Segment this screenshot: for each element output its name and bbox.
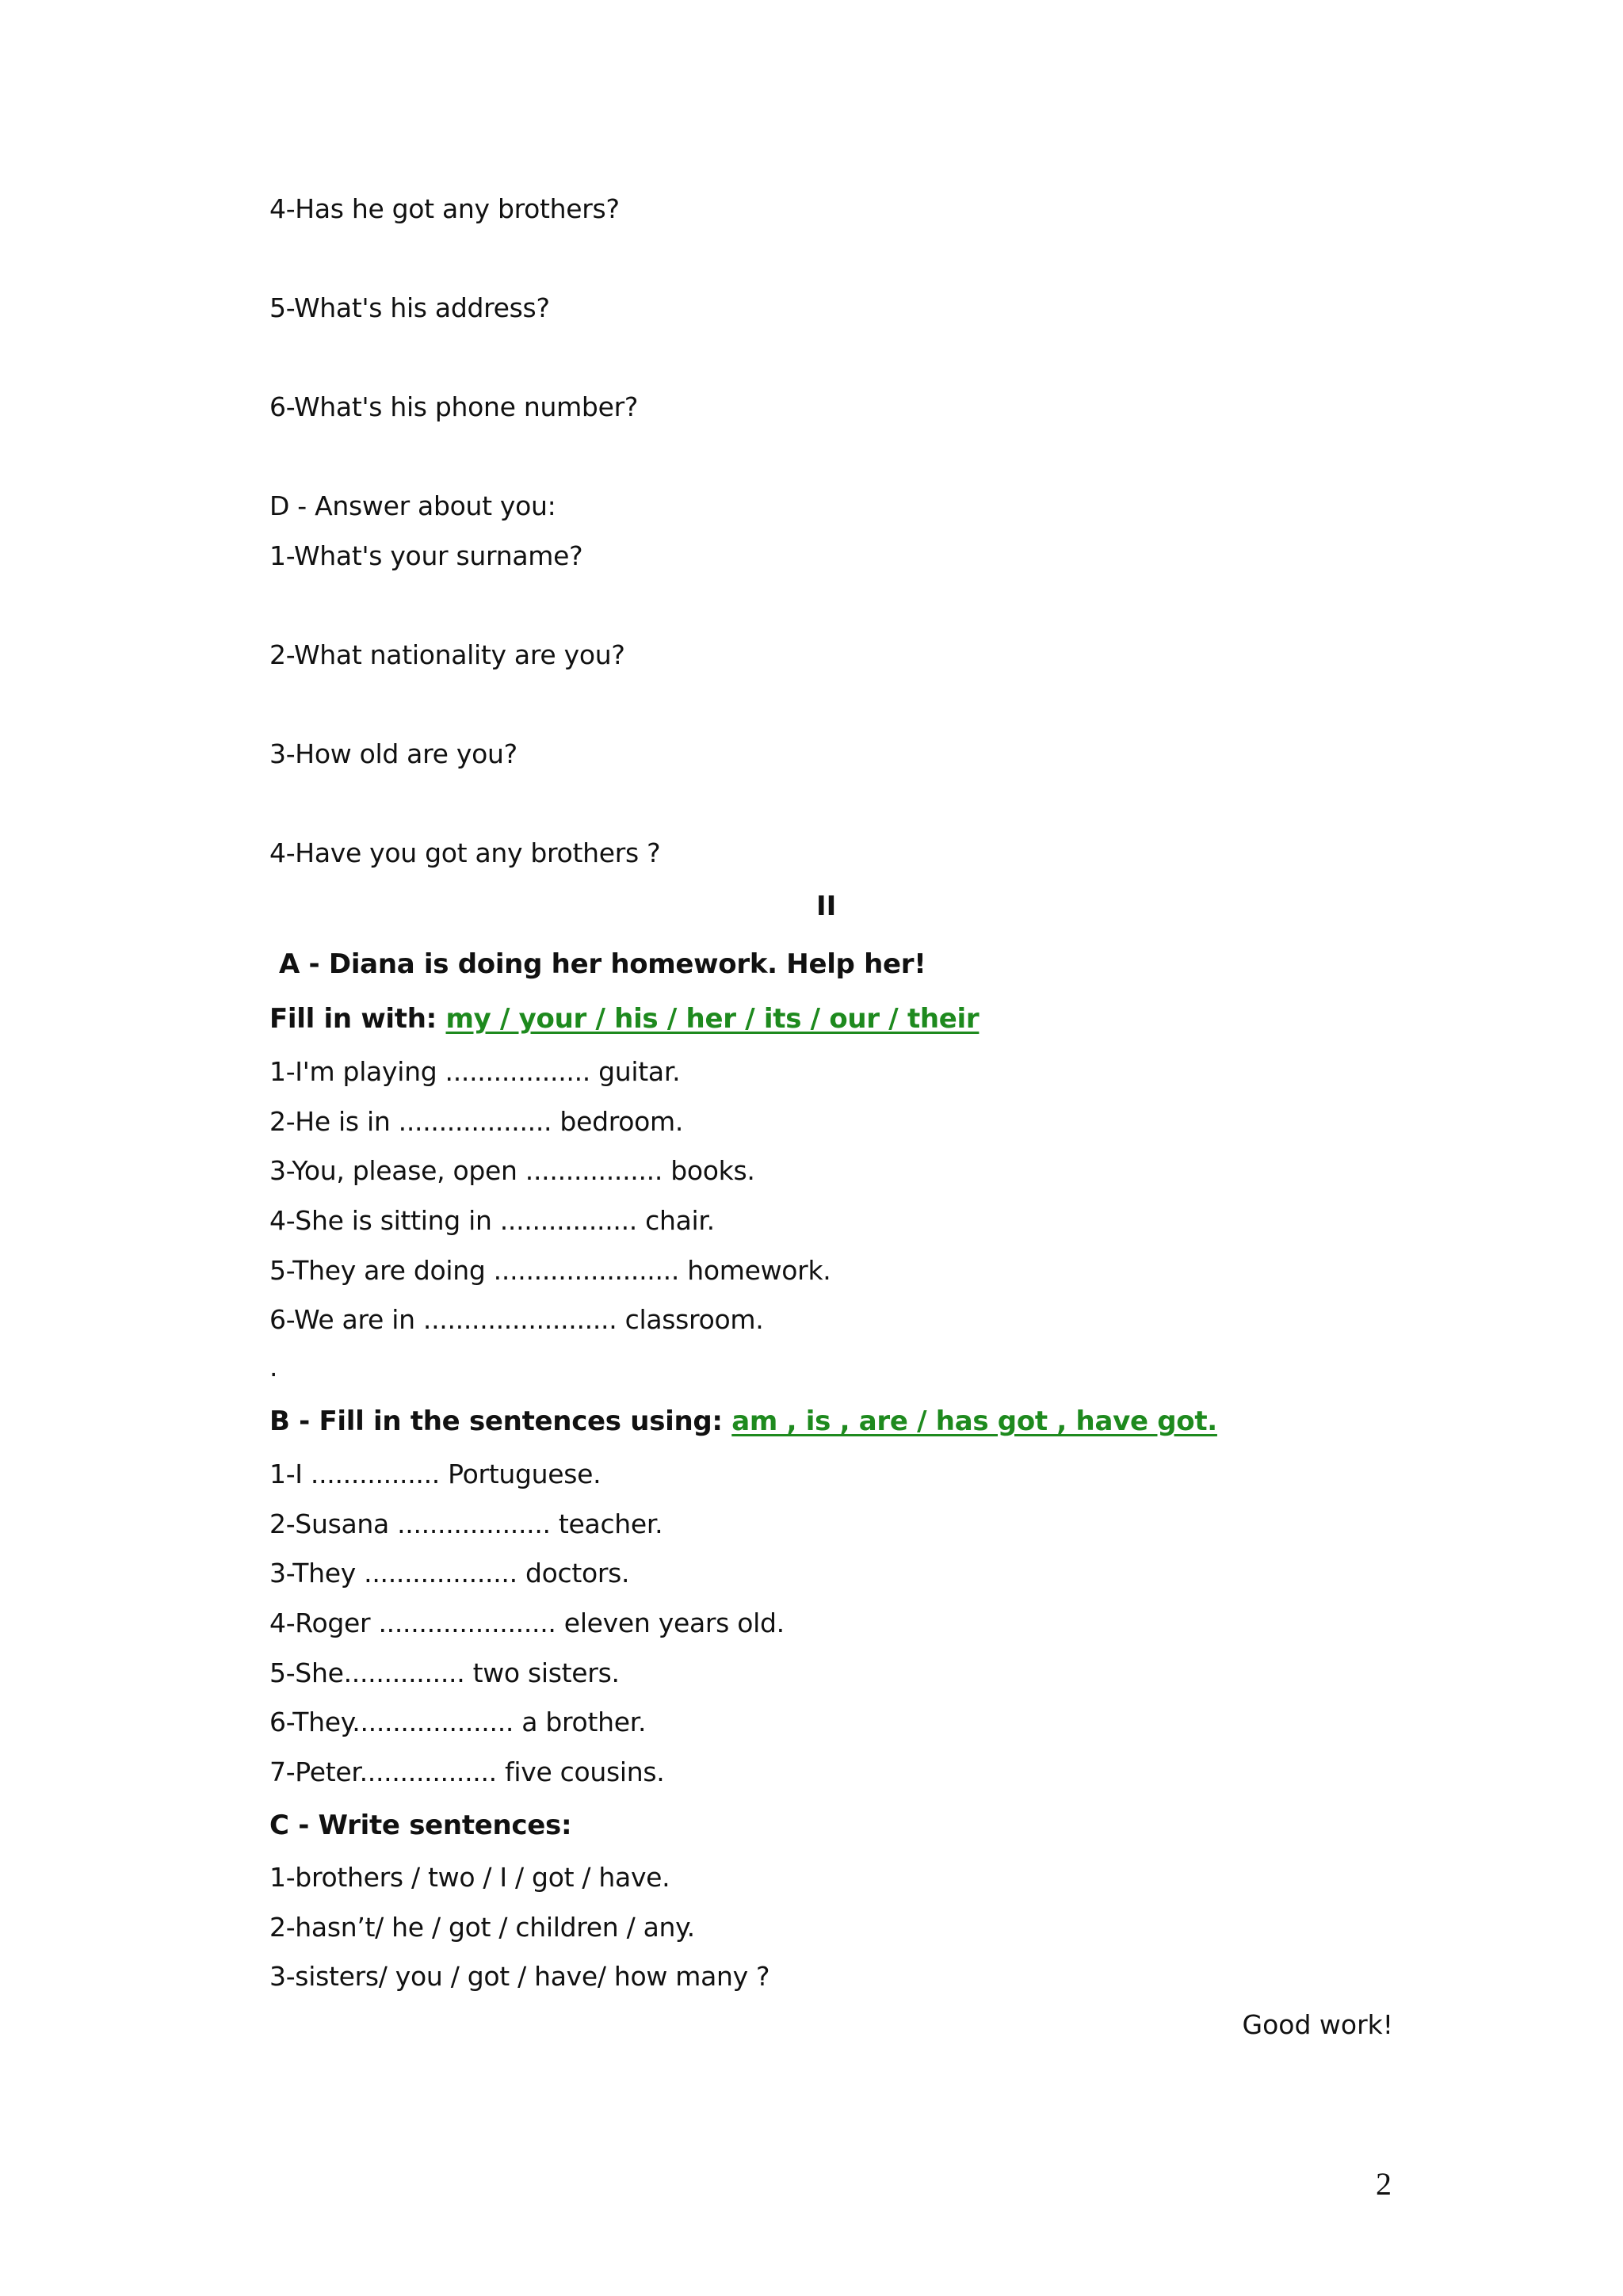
- exercise-item: 6-We are in ........................ classroom.: [269, 1304, 764, 1335]
- section-b-title: [269, 1405, 1217, 1437]
- instruction-words: my / your / his / her / its / our / their: [445, 1003, 980, 1035]
- exercise-item: 3-You, please, open ................. books.: [269, 1155, 755, 1186]
- section-c-title: C - Write sentences:: [269, 1810, 572, 1841]
- exercise-item: 1-brothers / two / I / got / have.: [269, 1862, 670, 1893]
- question-item: 4-Have you got any brothers ?: [269, 837, 661, 868]
- question-item: 3-How old are you?: [269, 738, 517, 769]
- exercise-item: 2-He is in ................... bedroom.: [269, 1106, 684, 1137]
- exercise-item: 4-She is sitting in ................. chair.: [269, 1205, 715, 1236]
- closing-note: Good work!: [1242, 2009, 1393, 2040]
- exercise-item: 5-They are doing ....................... homework.: [269, 1255, 831, 1286]
- part-heading: II: [816, 891, 837, 922]
- question-item: 1-What's your surname?: [269, 540, 583, 571]
- page-number: 2: [1376, 2166, 1392, 2202]
- section-d-title: D - Answer about you:: [269, 490, 556, 521]
- question-item: 4-Has he got any brothers?: [269, 193, 620, 224]
- exercise-item: 3-They ................... doctors.: [269, 1558, 630, 1589]
- exercise-item: 6-They.................... a brother.: [269, 1707, 647, 1737]
- trailing-dot: .: [269, 1352, 278, 1383]
- exercise-item: 5-She............... two sisters.: [269, 1657, 620, 1688]
- exercise-item: 2-hasn’t/ he / got / children / any.: [269, 1912, 695, 1943]
- exercise-item: 1-I ................ Portuguese.: [269, 1459, 601, 1489]
- section-a-instruction: [269, 1003, 979, 1035]
- question-item: 2-What nationality are you?: [269, 639, 625, 670]
- exercise-item: 4-Roger ...................... eleven years old.: [269, 1608, 785, 1638]
- question-item: 5-What's his address?: [269, 292, 550, 323]
- exercise-item: 1-I'm playing .................. guitar.: [269, 1056, 681, 1087]
- exercise-item: 3-sisters/ you / got / have/ how many ?: [269, 1961, 770, 1992]
- instruction-label: Fill in with:: [269, 1003, 437, 1035]
- section-b-label: B - Fill in the sentences using:: [269, 1405, 723, 1437]
- exercise-item: 7-Peter................. five cousins.: [269, 1756, 665, 1787]
- instruction-words: am , is , are / has got , have got.: [731, 1405, 1217, 1437]
- question-item: 6-What's his phone number?: [269, 391, 639, 422]
- exercise-item: 2-Susana ................... teacher.: [269, 1508, 663, 1539]
- section-a-title: A - Diana is doing her homework. Help her!: [279, 948, 926, 980]
